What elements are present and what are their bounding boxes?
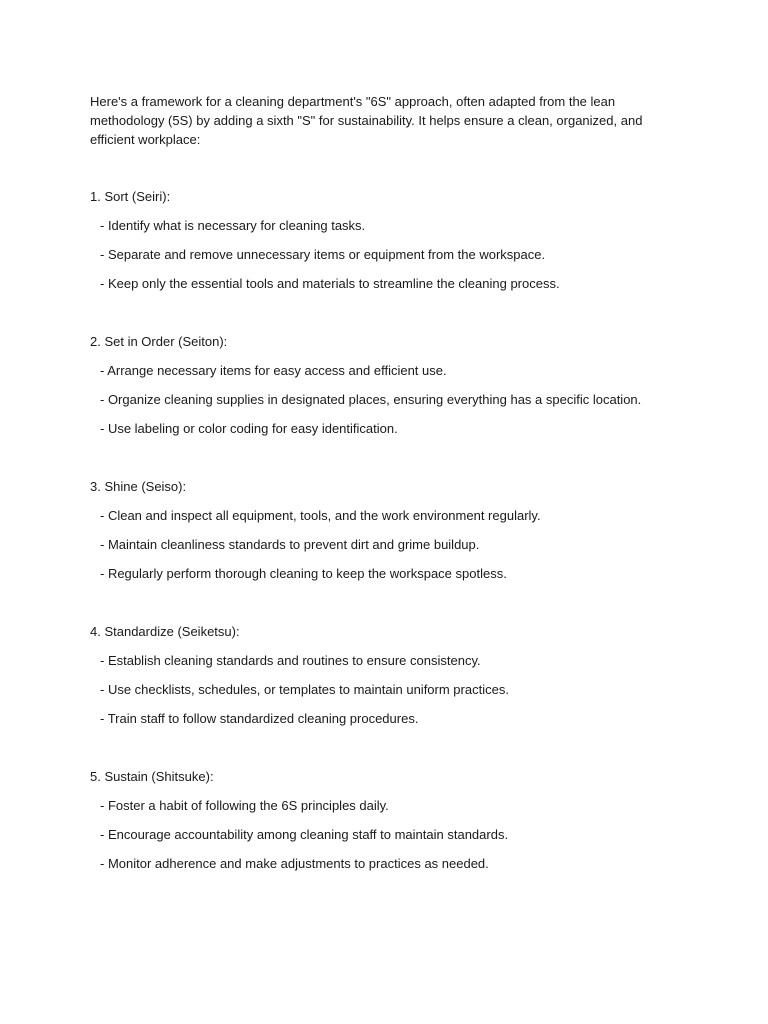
list-item: - Keep only the essential tools and materials to streamline the cleaning process. bbox=[100, 276, 560, 291]
list-item: - Identify what is necessary for cleaning tasks. bbox=[100, 218, 366, 233]
list-item: - Train staff to follow standardized cleaning procedures. bbox=[100, 711, 419, 726]
list-item: - Establish cleaning standards and routines to ensure consistency. bbox=[100, 653, 481, 668]
list-item: - Organize cleaning supplies in designated places, ensuring everything has a specific location. bbox=[100, 392, 642, 407]
list-item: - Foster a habit of following the 6S principles daily. bbox=[100, 798, 389, 813]
list-item: - Regularly perform thorough cleaning to keep the workspace spotless. bbox=[100, 566, 507, 581]
list-item: - Monitor adherence and make adjustments to practices as needed. bbox=[100, 856, 489, 871]
section-heading: 1. Sort (Seiri): bbox=[90, 189, 171, 204]
section-heading: 2. Set in Order (Seiton): bbox=[90, 334, 228, 349]
intro-paragraph: Here's a framework for a cleaning department's "6S" approach, often adapted from the lean methodology (5S) by adding a sixth "S" for sustainability. It helps ensure a clean, organized, and efficient workplace: bbox=[90, 94, 643, 147]
list-item: - Separate and remove unnecessary items or equipment from the workspace. bbox=[100, 247, 546, 262]
section-sort bbox=[90, 187, 690, 293]
list-item: - Arrange necessary items for easy access and efficient use. bbox=[100, 363, 447, 378]
document-body bbox=[90, 92, 690, 873]
list-item: - Use labeling or color coding for easy identification. bbox=[100, 421, 398, 436]
section-heading: 5. Sustain (Shitsuke): bbox=[90, 769, 214, 784]
section-shine bbox=[90, 477, 690, 583]
list-item: - Use checklists, schedules, or templates to maintain uniform practices. bbox=[100, 682, 509, 697]
list-item: - Clean and inspect all equipment, tools, and the work environment regularly. bbox=[100, 508, 541, 523]
section-set-in-order bbox=[90, 332, 690, 438]
list-item: - Encourage accountability among cleaning staff to maintain standards. bbox=[100, 827, 509, 842]
section-standardize bbox=[90, 622, 690, 728]
section-sustain bbox=[90, 767, 690, 873]
list-item: - Maintain cleanliness standards to prevent dirt and grime buildup. bbox=[100, 537, 480, 552]
section-heading: 3. Shine (Seiso): bbox=[90, 479, 187, 494]
section-heading: 4. Standardize (Seiketsu): bbox=[90, 624, 240, 639]
